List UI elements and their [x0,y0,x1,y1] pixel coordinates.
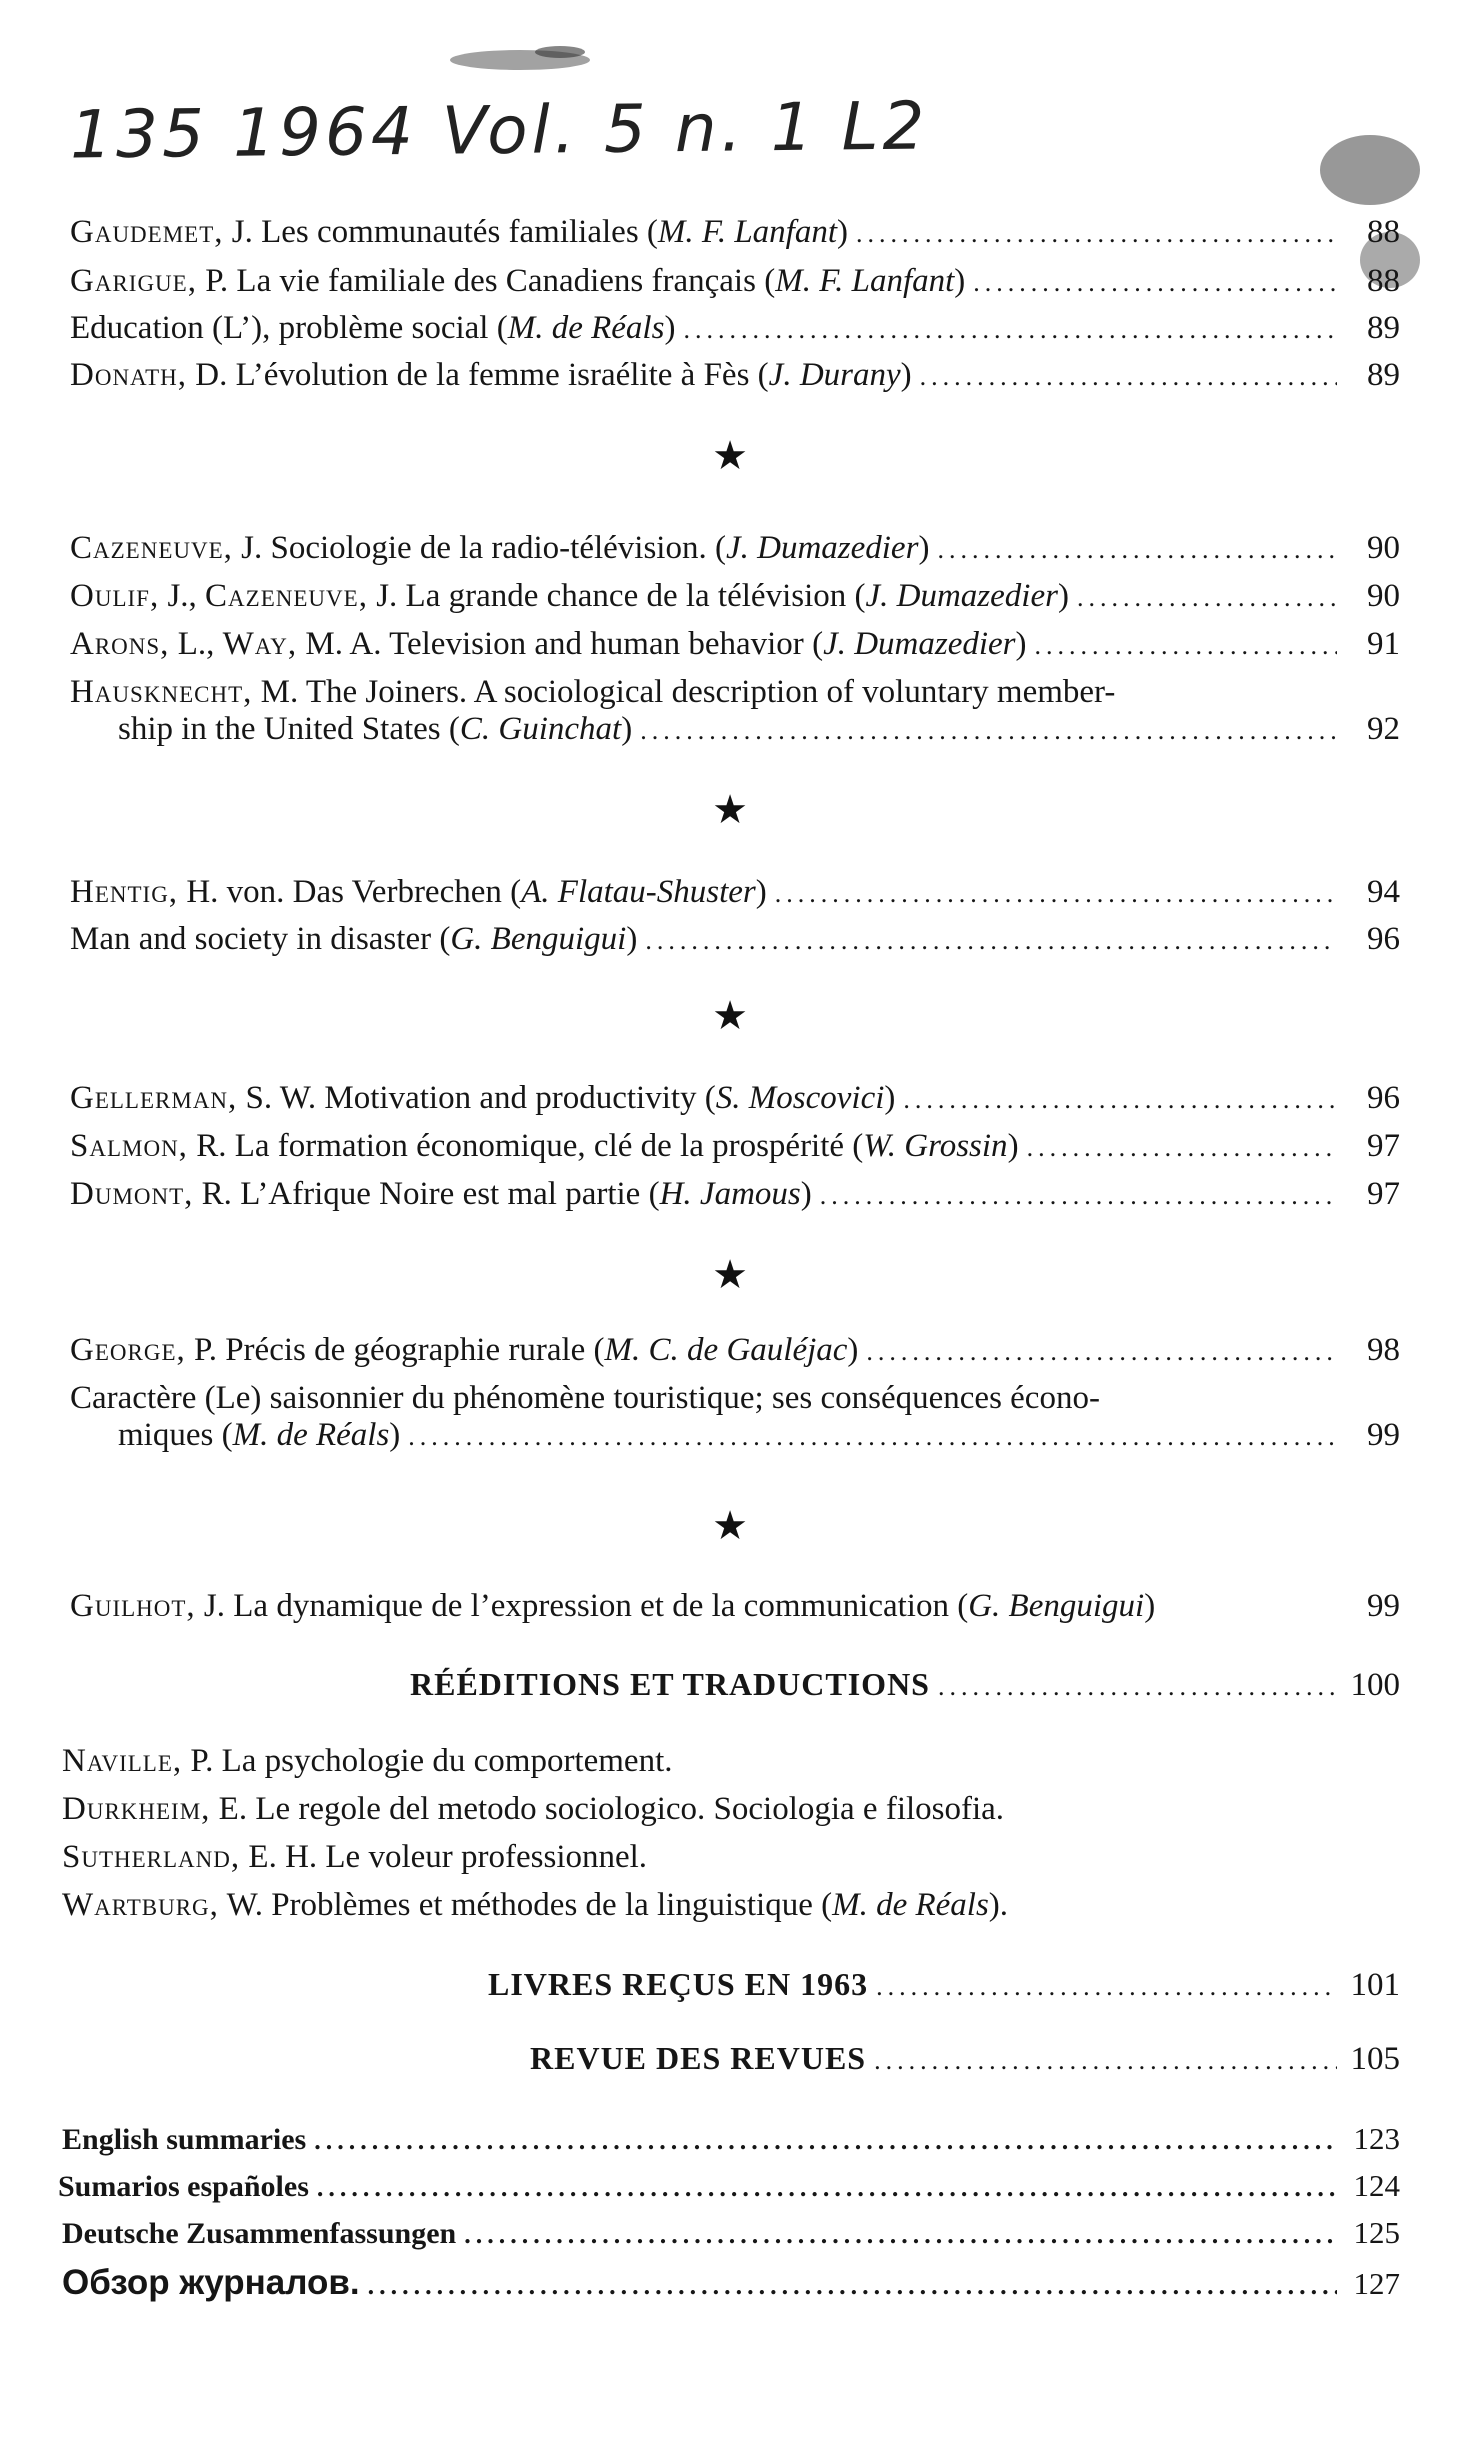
star-separator: ★ [712,1252,748,1298]
star-separator: ★ [712,993,748,1039]
toc-entry: Arons, L., Way, M. A. Television and human behavior (J. Dumazedier) ..... 91 [70,626,1400,664]
summary-entry: English summaries ..... 123 [62,2120,1400,2159]
page-number: 90 [1367,578,1400,614]
star-separator: ★ [712,787,748,833]
page-number: 99 [1367,1417,1400,1453]
section-heading-revue: REVUE DES REVUES ..... 105 [70,2040,1400,2079]
toc-entry: Hausknecht, M. The Joiners. A sociological description of voluntary member- ship in the United States (C. Guinchat) ..... 92 [70,674,1400,749]
handwritten-note: 135 1964 Vol. 5 n. 1 L2 [69,87,929,174]
reedition-item: Durkheim, E. Le regole del metodo sociologico. Sociologia e filosofia. [62,1791,1005,1827]
star-separator: ★ [712,433,748,479]
toc-entry: Gaudemet, J. Les communautés familiales (M. F. Lanfant) ..... 88 [70,214,1400,252]
toc-entry: Cazeneuve, J. Sociologie de la radio-télévision. (J. Dumazedier) ..... 90 [70,530,1400,568]
toc-entry: Caractère (Le) saisonnier du phénomène touristique; ses conséquences écono- miques (M. de Réals) ..... 99 [70,1380,1400,1455]
page-number: 96 [1367,1080,1400,1116]
page-number: 94 [1367,874,1400,910]
page-number: 91 [1367,626,1400,662]
page-number: 92 [1367,711,1400,747]
reedition-item: Wartburg, W. Problèmes et méthodes de la linguistique (M. de Réals). [62,1887,1009,1923]
page-number: 123 [1353,2121,1400,2156]
toc-entry: Donath, D. L’évolution de la femme israélite à Fès (J. Durany) ..... 89 [70,357,1400,395]
summary-entry: Deutsche Zusammenfassungen ..... 125 [62,2214,1400,2253]
reedition-item: Naville, P. La psychologie du comportement. [62,1743,673,1779]
page-number: 99 [1367,1588,1400,1624]
toc-entry: George, P. Précis de géographie rurale (M. C. de Gauléjac) ..... 98 [70,1332,1400,1370]
toc-entry: Gellerman, S. W. Motivation and productivity (S. Moscovici) ..... 96 [70,1080,1400,1118]
toc-entry: Hentig, H. von. Das Verbrechen (A. Flatau-Shuster) ..... 94 [70,874,1400,912]
page-number: 96 [1367,921,1400,957]
toc-entry: Man and society in disaster (G. Benguigui) ..... 96 [70,921,1400,959]
toc-entry: Guilhot, J. La dynamique de l’expression et de la communication (G. Benguigui) 99 [70,1588,1400,1624]
toc-entry: Dumont, R. L’Afrique Noire est mal partie (H. Jamous) ..... 97 [70,1176,1400,1214]
page-number: 100 [1350,1667,1400,1703]
summary-entry: Sumarios españoles ..... 124 [58,2167,1400,2206]
scan-stain-top [440,40,600,80]
toc-entry: Oulif, J., Cazeneuve, J. La grande chance de la télévision (J. Dumazedier) ..... 90 [70,578,1400,616]
toc-entry: Salmon, R. La formation économique, clé de la prospérité (W. Grossin) ..... 97 [70,1128,1400,1166]
reedition-item: Sutherland, E. H. Le voleur professionnel. [62,1839,648,1875]
section-heading-reeditions: RÉÉDITIONS ET TRADUCTIONS ..... 100 [70,1666,1400,1705]
page-number: 97 [1367,1128,1400,1164]
page-number: 88 [1367,263,1400,299]
star-separator: ★ [712,1503,748,1549]
page-number: 101 [1350,1967,1400,2003]
page-number: 90 [1367,530,1400,566]
page-number: 105 [1350,2041,1400,2077]
page-number: 88 [1367,214,1400,250]
page-number: 97 [1367,1176,1400,1212]
page-number: 127 [1353,2266,1400,2301]
page-number: 89 [1367,357,1400,393]
section-heading-livres: LIVRES REÇUS EN 1963 ..... 101 [70,1966,1400,2005]
page-number: 125 [1353,2215,1400,2250]
toc-entry: Education (L’), problème social (M. de Réals) ..... 89 [70,310,1400,348]
page-number: 98 [1367,1332,1400,1368]
summary-entry: Обзор журналов. ..... 127 [62,2264,1400,2304]
page-number: 124 [1353,2168,1400,2203]
page-number: 89 [1367,310,1400,346]
toc-entry: Garigue, P. La vie familiale des Canadiens français (M. F. Lanfant) ..... 88 [70,263,1400,301]
